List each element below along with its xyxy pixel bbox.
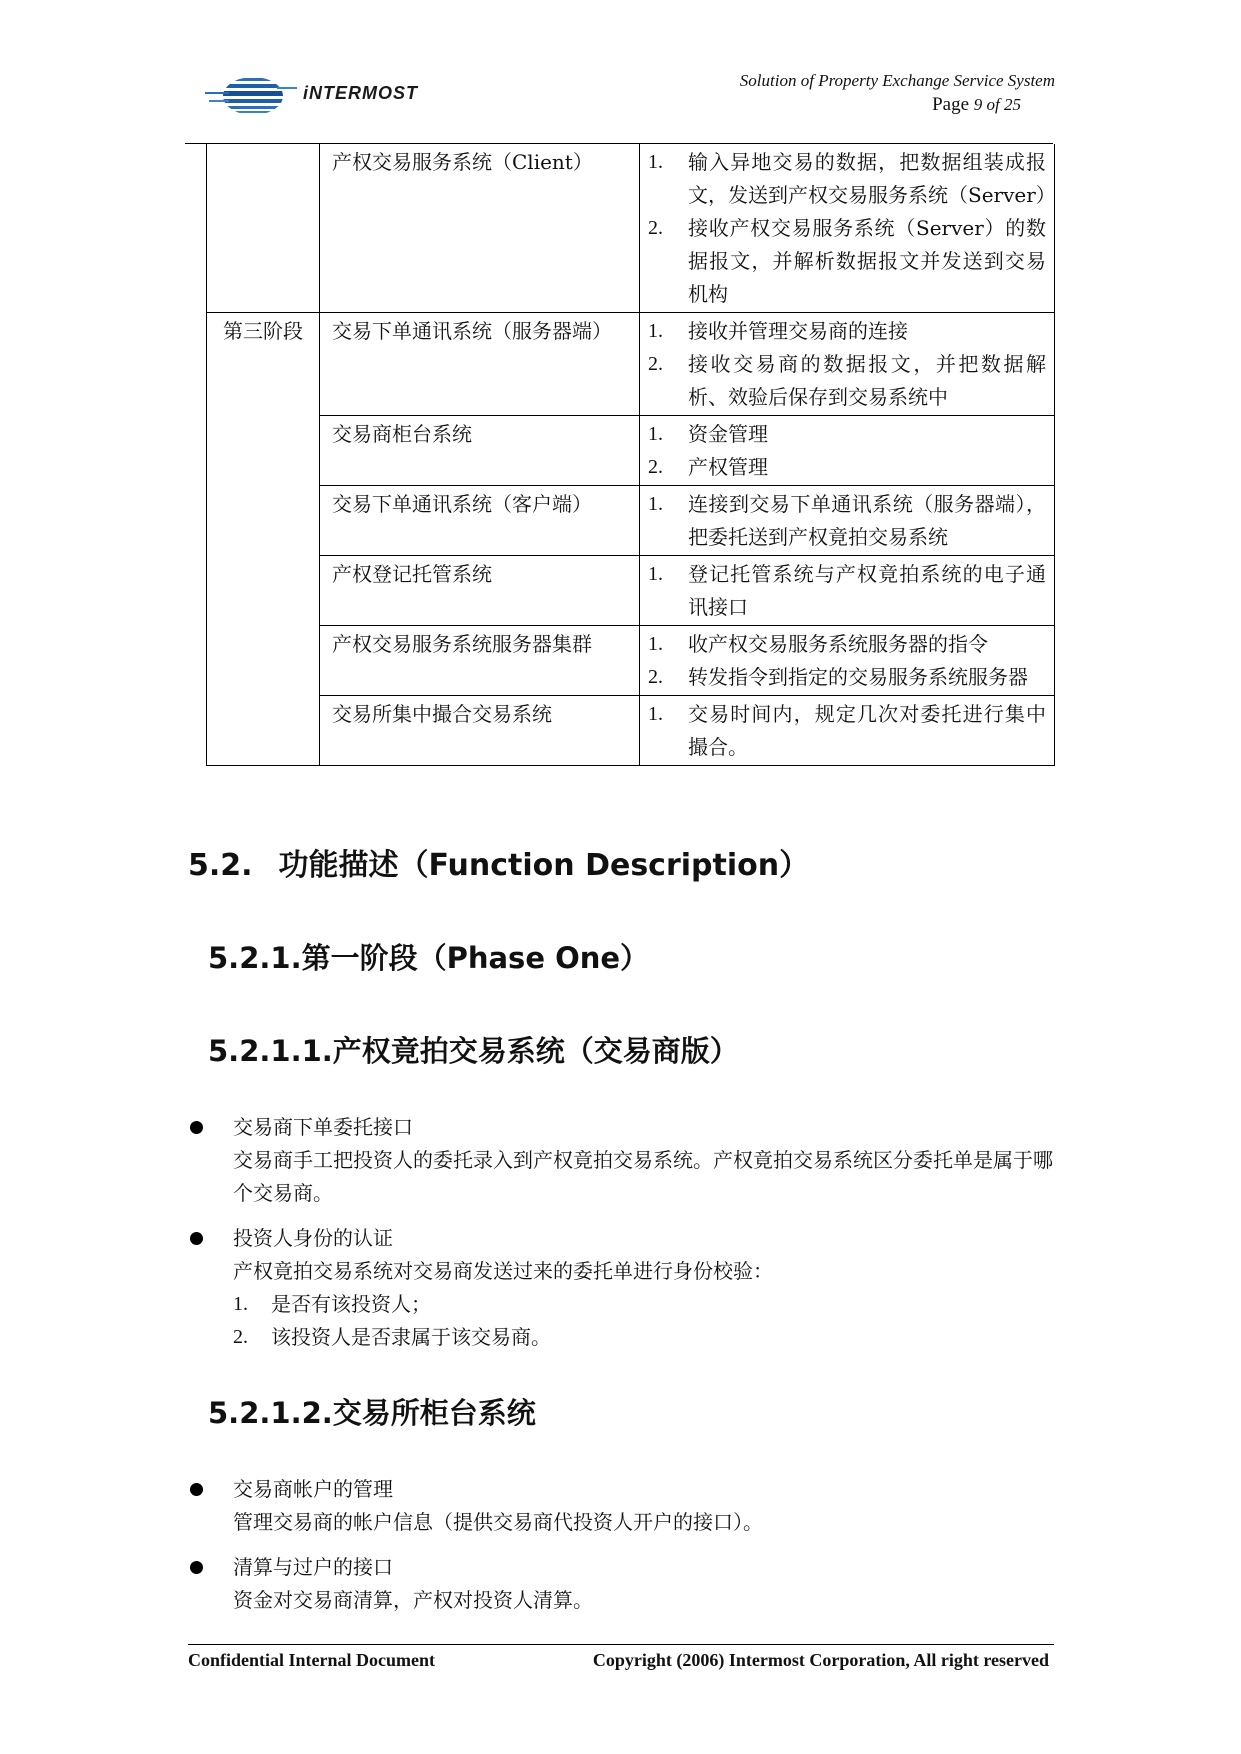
function-list: [648, 315, 1046, 414]
function-list: [648, 628, 1046, 694]
function-list: [648, 488, 1046, 554]
system-name-cell: 产权交易服务系统服务器集群: [320, 626, 640, 696]
bullet-dot-icon: [190, 1232, 203, 1245]
table-row: [207, 486, 1055, 556]
document-title: Solution of Property Exchange Service System: [739, 71, 1055, 90]
function-item-text: 连接到交易下单通讯系统（服务器端），把委托送到产权竟拍交易系统: [688, 492, 1046, 549]
function-item-text: 交易时间内，规定几次对委托进行集中撮合。: [688, 702, 1046, 759]
function-item-text: 产权管理: [688, 455, 768, 479]
function-list-cell: [640, 313, 1055, 416]
section-heading-5-2: [188, 846, 809, 886]
table-row: [207, 696, 1055, 766]
function-item-text: 登记托管系统与产权竟拍系统的电子通讯接口: [688, 562, 1046, 619]
table-row: [207, 144, 1055, 313]
function-item: [648, 698, 1046, 764]
table-row: [207, 416, 1055, 486]
function-item-number: 1.: [648, 151, 663, 173]
function-item-text: 接收并管理交易商的连接: [688, 319, 908, 343]
bullet-body: 交易商手工把投资人的委托录入到产权竟拍交易系统。产权竟拍交易系统区分委托单是属于哪个交易商。: [233, 1148, 1053, 1205]
function-item: [648, 661, 1046, 694]
page-header: [740, 70, 1055, 118]
bullet-title-row: [188, 1111, 1068, 1144]
system-name-cell: 产权交易服务系统（Client）: [320, 144, 640, 313]
function-item-number: 1.: [648, 320, 663, 342]
stage-cell: 第三阶段: [207, 313, 320, 766]
bullet-item: [188, 1111, 1068, 1210]
line-number: 1.: [233, 1293, 248, 1315]
bullet-title: 投资人身份的认证: [233, 1226, 393, 1250]
stage-cell: [207, 144, 320, 313]
function-item: [648, 315, 1046, 348]
function-item: [648, 146, 1056, 212]
system-name-cell: 交易所集中撮合交易系统: [320, 696, 640, 766]
table-row: [207, 313, 1055, 416]
function-item-text: 资金管理: [688, 422, 768, 446]
function-item: [648, 451, 1046, 484]
function-list: [648, 146, 1056, 311]
function-list: [648, 698, 1046, 764]
bullet-title-row: [188, 1551, 1068, 1584]
line-text: 是否有该投资人；: [271, 1292, 431, 1316]
page-number: [740, 92, 1021, 118]
bullet-body: 资金对交易商清算，产权对投资人清算。: [233, 1588, 593, 1612]
section-heading-5-2-1-2: 5.2.1.2.交易所柜台系统: [208, 1396, 536, 1430]
bullet-item: [188, 1551, 1068, 1617]
function-list-cell: [640, 556, 1055, 626]
function-item: [648, 348, 1046, 414]
system-table: [206, 144, 1055, 766]
system-name-cell: 交易下单通讯系统（客户端）: [320, 486, 640, 556]
bullet-dot-icon: [190, 1121, 203, 1134]
function-item-text: 转发指令到指定的交易服务系统服务器: [688, 665, 1028, 689]
bullet-item: [188, 1473, 1068, 1539]
function-item: [648, 488, 1046, 554]
function-list-cell: [640, 486, 1055, 556]
logo-wordmark: iNTERMOST: [303, 83, 418, 103]
function-list-cell: [640, 416, 1055, 486]
system-name-cell: 交易商柜台系统: [320, 416, 640, 486]
footer-divider: [188, 1644, 1054, 1645]
function-item-number: 2.: [648, 456, 663, 478]
line-number: 2.: [233, 1326, 248, 1348]
bullet-title-row: [188, 1222, 1068, 1255]
bullet-title: 交易商帐户的管理: [233, 1477, 393, 1501]
function-item-text: 接收交易商的数据报文，并把数据解析、效验后保存到交易系统中: [688, 352, 1046, 409]
function-item-number: 2.: [648, 666, 663, 688]
section-number: 5.2.: [188, 848, 253, 883]
system-name-cell: 产权登记托管系统: [320, 556, 640, 626]
section-title: 功能描述（Function Description）: [278, 848, 810, 883]
function-item-number: 1.: [648, 563, 663, 585]
page-label: Page: [932, 94, 970, 115]
table-row: [207, 556, 1055, 626]
section-heading-5-2-1: 5.2.1.第一阶段（Phase One）: [208, 941, 650, 975]
bullet-body: 管理交易商的帐户信息（提供交易商代投资人开户的接口）。: [233, 1510, 763, 1534]
page-count: 9 of 25: [973, 95, 1021, 114]
function-item-text: 接收产权交易服务系统（Server）的数据报文，并解析数据报文并发送到交易机构: [688, 216, 1046, 306]
table-row: [207, 626, 1055, 696]
function-item-number: 2.: [648, 217, 663, 239]
function-item: [648, 628, 1046, 661]
function-item: [648, 558, 1046, 624]
intermost-logo: [205, 76, 445, 116]
function-item-text: 收产权交易服务系统服务器的指令: [688, 632, 988, 656]
bullet-body: 产权竟拍交易系统对交易商发送过来的委托单进行身份校验：: [233, 1259, 773, 1283]
function-list: [648, 418, 1046, 484]
system-name-cell: 交易下单通讯系统（服务器端）: [320, 313, 640, 416]
function-list: [648, 558, 1046, 624]
section-heading-5-2-1-1: 5.2.1.1.产权竟拍交易系统（交易商版）: [208, 1034, 739, 1068]
intermost-globe-icon: [205, 76, 301, 116]
footer-copyright: Copyright (2006) Intermost Corporation, All right reserved: [592, 1650, 1049, 1670]
function-item: [648, 418, 1046, 451]
numbered-line: [188, 1321, 1068, 1354]
bullet-title: 交易商下单委托接口: [233, 1115, 413, 1139]
function-item-number: 1.: [648, 633, 663, 655]
function-item-text: 输入异地交易的数据，把数据组装成报文，发送到产权交易服务系统（Server）: [688, 150, 1056, 207]
function-list-cell: [640, 144, 1055, 313]
function-item-number: 2.: [648, 353, 663, 375]
numbered-line: [188, 1288, 1068, 1321]
bullet-title-row: [188, 1473, 1068, 1506]
bullet-dot-icon: [190, 1561, 203, 1574]
footer-confidential: Confidential Internal Document: [188, 1650, 435, 1670]
function-item: [648, 212, 1046, 311]
function-list-cell: [640, 696, 1055, 766]
line-text: 该投资人是否隶属于该交易商。: [271, 1325, 551, 1349]
function-item-number: 1.: [648, 493, 663, 515]
function-list-cell: [640, 626, 1055, 696]
system-table-body: [207, 144, 1055, 766]
bullet-dot-icon: [190, 1483, 203, 1496]
bullet-title: 清算与过户的接口: [233, 1555, 393, 1579]
bullet-item: [188, 1222, 1068, 1354]
function-item-number: 1.: [648, 423, 663, 445]
function-item-number: 1.: [648, 703, 663, 725]
